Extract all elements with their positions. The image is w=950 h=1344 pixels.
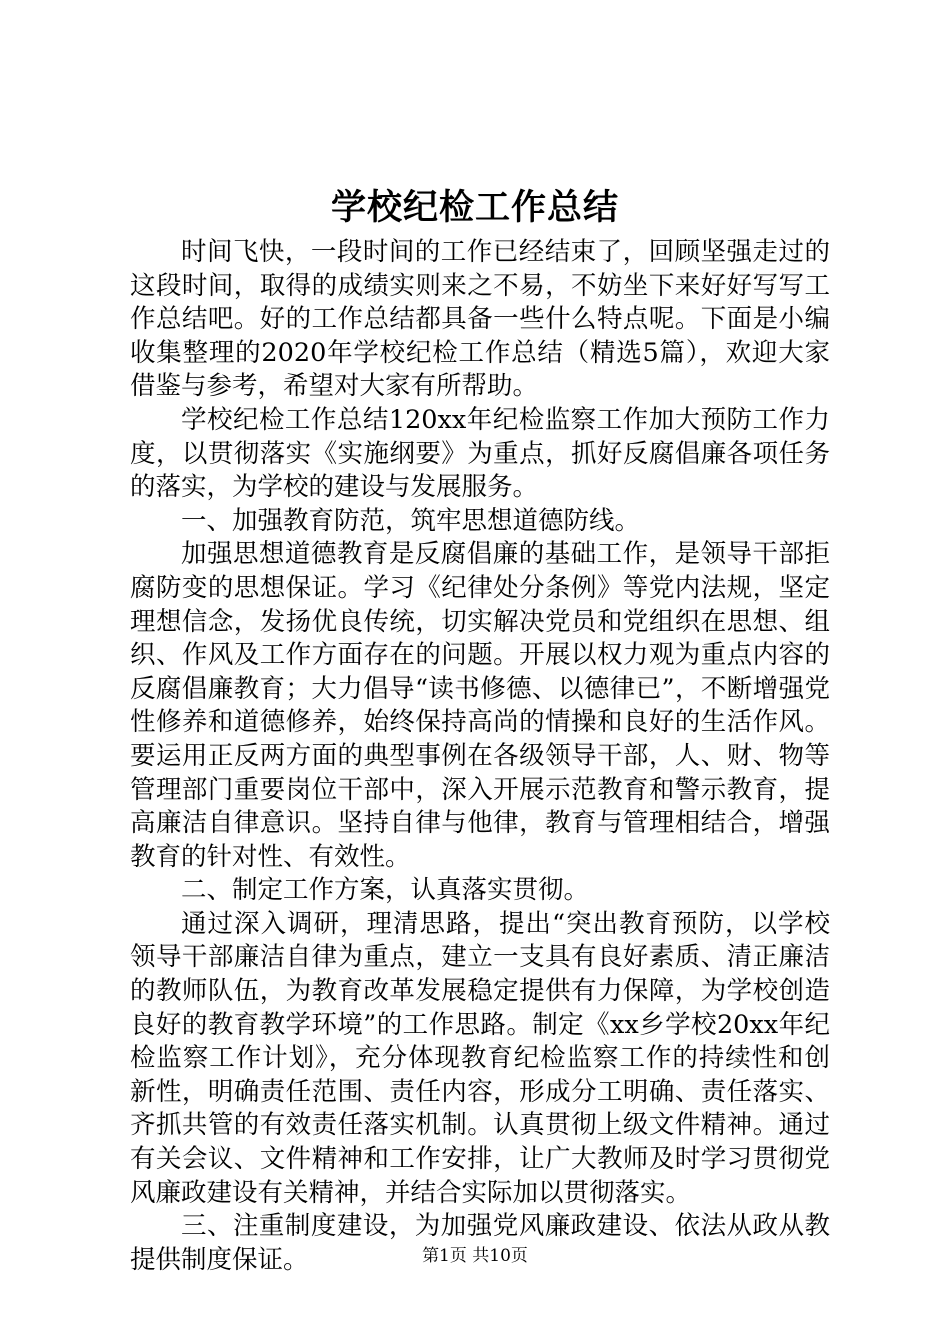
section-heading-3: 三、注重制度建设，为加强党风廉政建设、依法从政从教提供制度保证。 <box>130 1211 830 1275</box>
section-heading-1: 一、加强教育防范，筑牢思想道德防线。 <box>181 505 641 536</box>
section-heading-2: 二、制定工作方案，认真落实贯彻。 <box>181 875 590 906</box>
page-footer: 第1页 共10页 <box>422 1246 528 1266</box>
paragraph-summary-1: 学校纪检工作总结120xx年纪检监察工作加大预防工作力度，以贯彻落实《实施纲要》为重点，抓好反腐倡廉各项任务的落实，为学校的建设与发展服务。 <box>130 404 830 503</box>
paragraph-intro: 时间飞快，一段时间的工作已经结束了，回顾坚强走过的这段时间，取得的成绩实则来之不易，不妨坐下来好好写写工作总结吧。好的工作总结都具备一些什么特点呢。下面是小编收集整理的2020年学校纪检工作总结（精选5篇），欢迎大家借鉴与参考，希望对大家有所帮助。 <box>130 237 830 402</box>
document-body <box>130 236 830 1277</box>
paragraph-section-1: 加强思想道德教育是反腐倡廉的基础工作，是领导干部拒腐防变的思想保证。学习《纪律处分条例》等党内法规，坚定理想信念，发扬优良传统，切实解决党员和党组织在思想、组织、作风及工作方面存在的问题。开展以权力观为重点内容的反腐倡廉教育；大力倡导“读书修德、以德律已”，不断增强党性修养和道德修养，始终保持高尚的情操和良好的生活作风。要运用正反两方面的典型事例在各级领导干部，人、财、物等管理部门重要岗位干部中，深入开展示范教育和警示教育，提高廉洁自律意识。坚持自律与他律，教育与管理相结合，增强教育的针对性、有效性。 <box>130 539 830 872</box>
paragraph-section-2: 通过深入调研，理清思路，提出“突出教育预防，以学校领导干部廉洁自律为重点，建立一支具有良好素质、清正廉洁的教师队伍，为教育改革发展稳定提供有力保障，为学校创造良好的教育教学环境”的工作思路。制定《xx乡学校20xx年纪检监察工作计划》，充分体现教育纪检监察工作的持续性和创新性，明确责任范围、责任内容，形成分工明确、责任落实、齐抓共管的有效责任落实机制。认真贯彻上级文件精神。通过有关会议、文件精神和工作安排，让广大教师及时学习贯彻党风廉政建设有关精神，并结合实际加以贯彻落实。 <box>130 908 830 1208</box>
document-title: 学校纪检工作总结 <box>330 187 619 228</box>
